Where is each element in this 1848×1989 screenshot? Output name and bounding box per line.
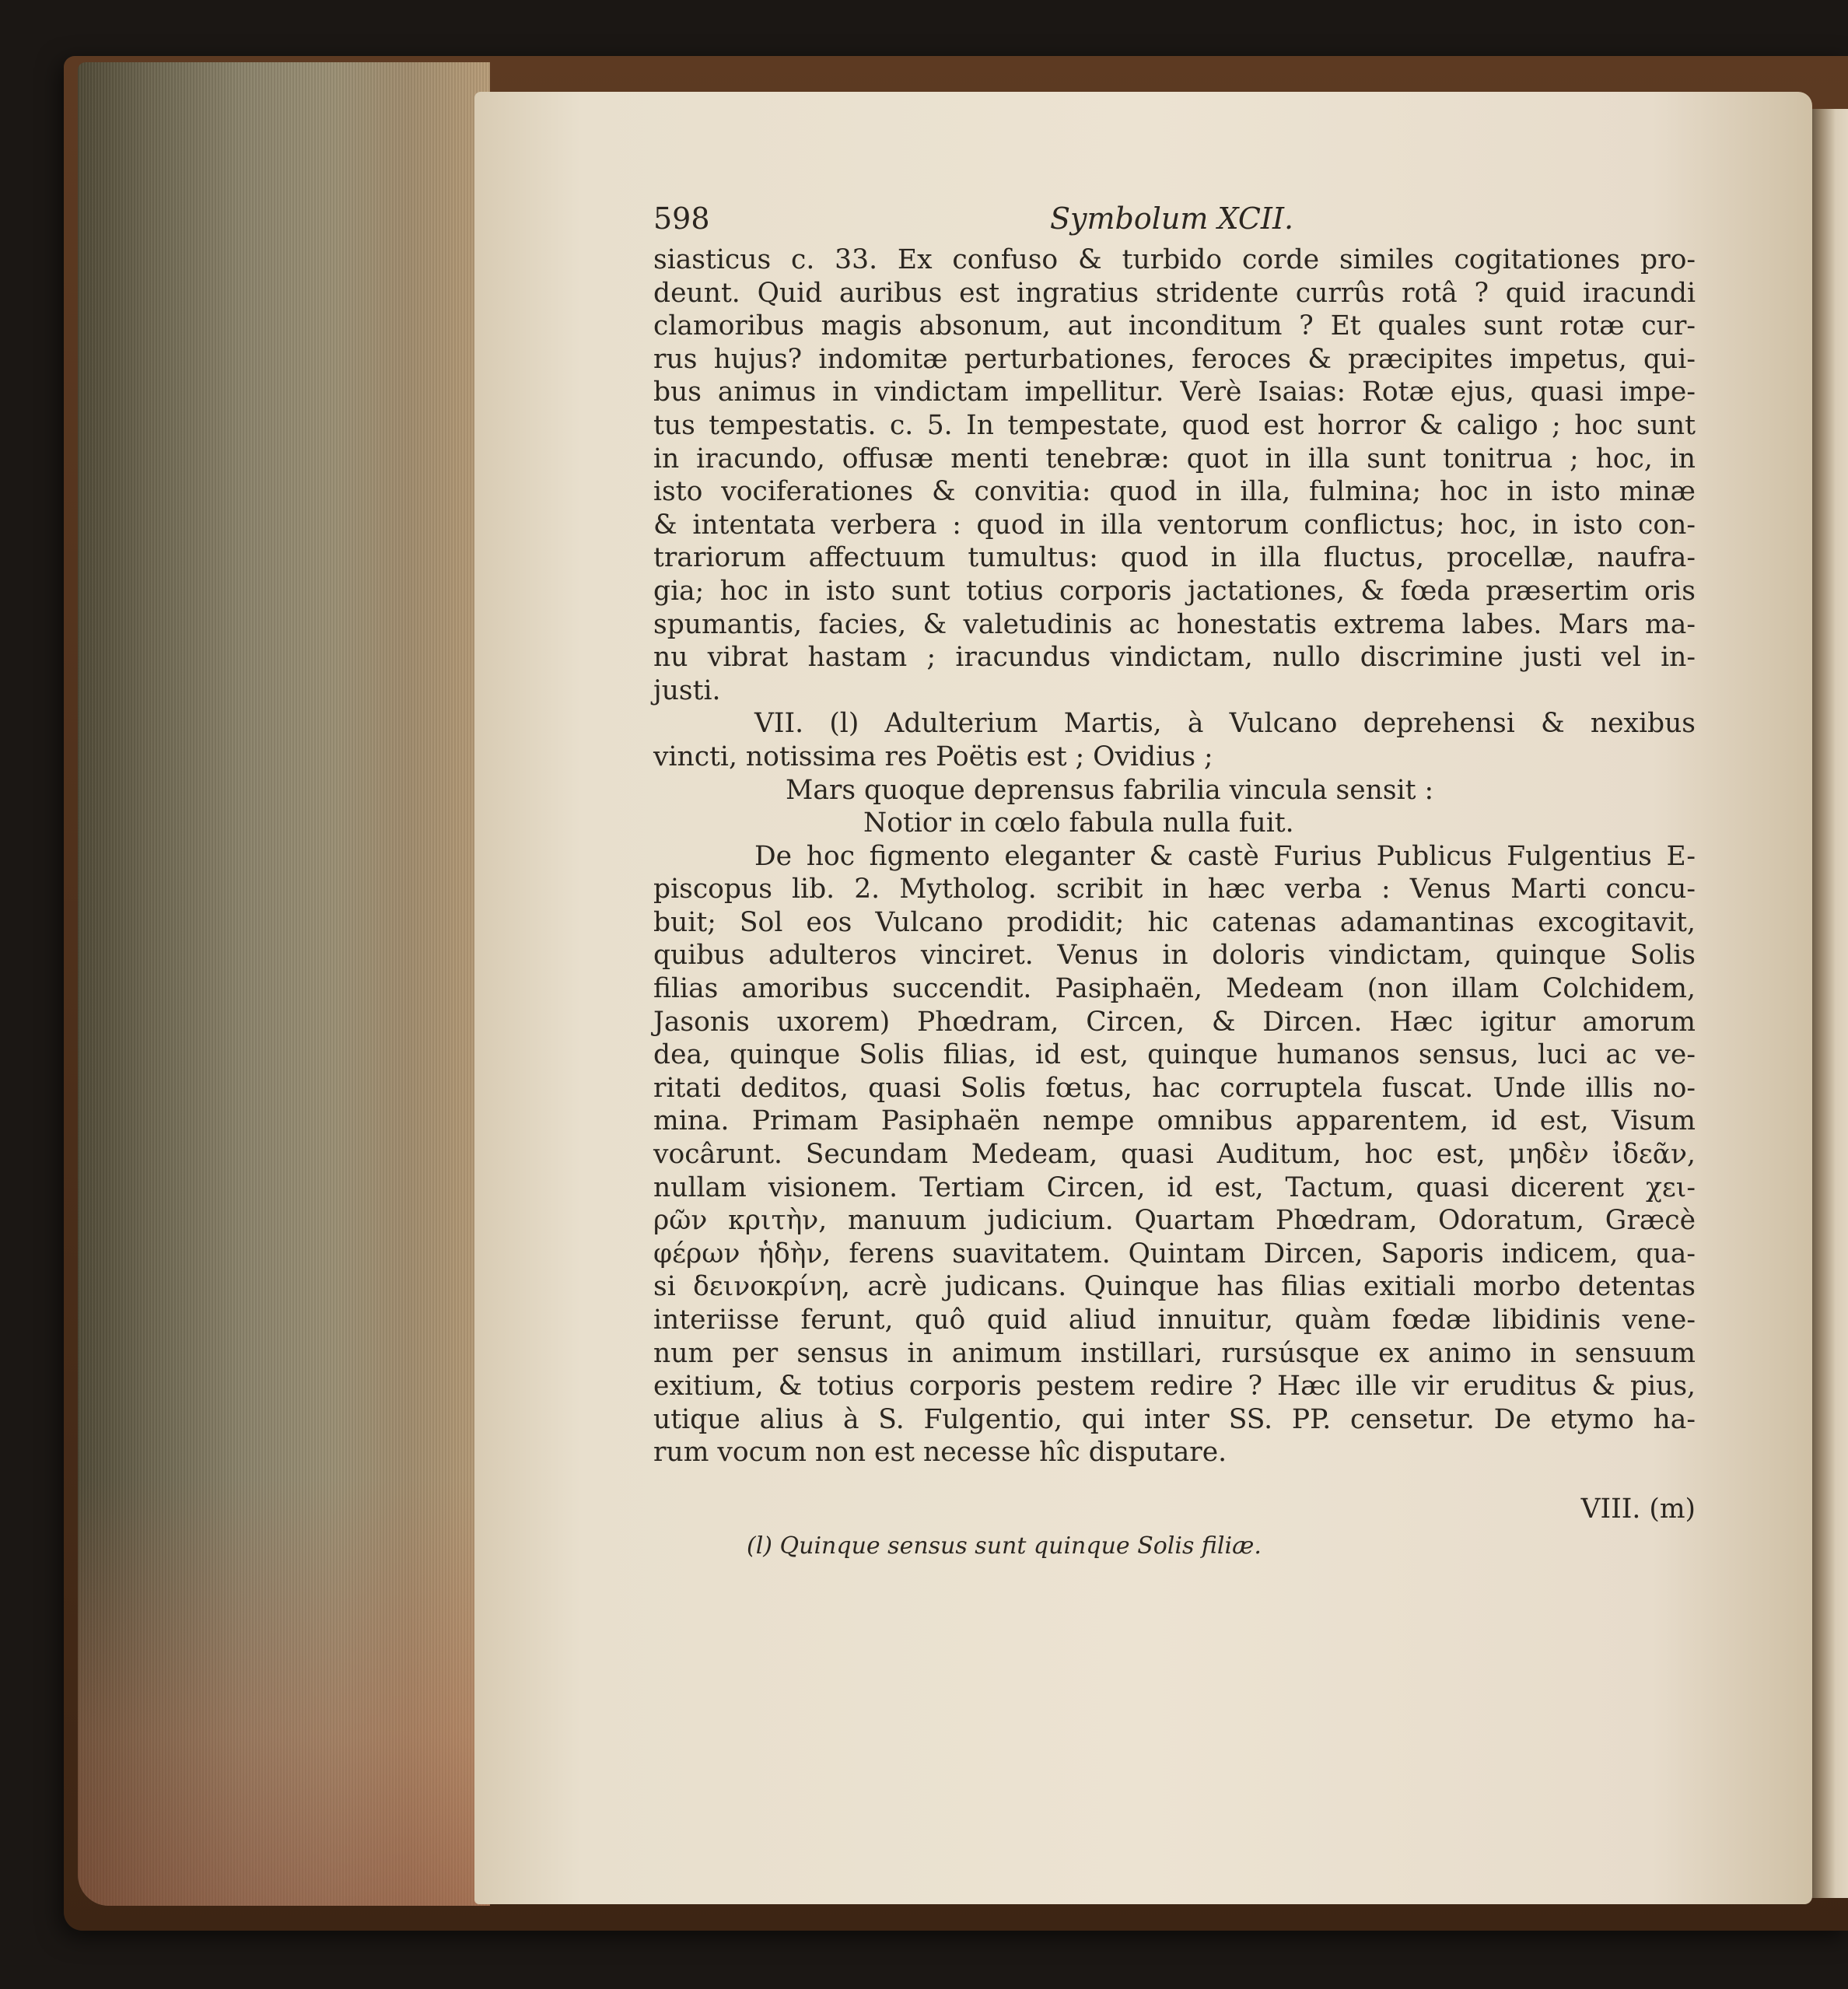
text-line: clamoribus magis absonum, aut inconditum ? Et quales sunt rotæ cur- bbox=[653, 310, 1696, 342]
text-line: buit; Sol eos Vulcano prodidit; hic catenas adamantinas excogitavit, bbox=[653, 906, 1696, 938]
text-line: filias amoribus succendit. Pasiphaën, Medeam (non illam Colchidem, bbox=[653, 973, 1696, 1005]
section-vii bbox=[653, 710, 1696, 776]
text-line: dea, quinque Solis filias, id est, quinque humanos sensus, luci ac ve- bbox=[653, 1039, 1696, 1071]
text-line: φέρων ἡδὴν, ferens suavitatem. Quintam Dircen, Saporis indicem, qua- bbox=[653, 1238, 1696, 1269]
body-paragraph-1 bbox=[653, 244, 1696, 710]
text-line: deunt. Quid auribus est ingratius stridente currûs rotâ ? quid iracundi bbox=[653, 277, 1696, 309]
text-line: ρῶν κριτὴν, manuum judicium. Quartam Phœdram, Odoratum, Græcè bbox=[653, 1205, 1696, 1237]
verse-line: Notior in cœlo fabula nulla fuit. bbox=[863, 807, 1294, 839]
text-line: vincti, notissima res Poëtis est ; Ovidius ; bbox=[653, 741, 1213, 772]
page-number: 598 bbox=[653, 201, 710, 236]
text-line: gia; hoc in isto sunt totius corporis jactationes, & fœda præsertim oris bbox=[653, 575, 1696, 607]
page-header bbox=[653, 201, 1696, 243]
body-paragraph-2 bbox=[653, 840, 1696, 1472]
text-line: utique alius à S. Fulgentio, qui inter SS. PP. censetur. De etymo ha- bbox=[653, 1403, 1696, 1435]
text-line: si δεινοκρίνη, acrè judicans. Quinque has filias exitiali morbo detentas bbox=[653, 1271, 1696, 1303]
text-line: bus animus in vindictam impellitur. Verè Isaias: Rotæ ejus, quasi impe- bbox=[653, 376, 1696, 408]
text-line: trariorum affectuum tumultus: quod in illa fluctus, procellæ, naufra- bbox=[653, 542, 1696, 574]
text-line: Jasonis uxorem) Phœdram, Circen, & Dircen. Hæc igitur amorum bbox=[653, 1006, 1696, 1038]
text-line: num per sensus in animum instillari, rursúsque ex animo in sensuum bbox=[653, 1337, 1696, 1369]
text-line: nullam visionem. Tertiam Circen, id est, Tactum, quasi dicerent χει- bbox=[653, 1171, 1696, 1203]
text-line: mina. Primam Pasiphaën nempe omnibus apparentem, id est, Visum bbox=[653, 1105, 1696, 1137]
text-line: interiisse ferunt, quô quid aliud innuitur, quàm fœdæ libidinis vene- bbox=[653, 1304, 1696, 1336]
text-line: vocârunt. Secundam Medeam, quasi Auditum, hoc est, μηδὲν ἰδεᾶν, bbox=[653, 1139, 1696, 1171]
text-line: in iracundo, offusæ menti tenebræ: quot in illa sunt tonitrua ; hoc, in bbox=[653, 443, 1696, 474]
text-line: exitium, & totius corporis pestem redire ? Hæc ille vir eruditus & pius, bbox=[653, 1371, 1696, 1402]
section-heading-line: VII. (l) Adulterium Martis, à Vulcano deprehensi & nexibus bbox=[754, 708, 1696, 740]
footnote: (l) Quinque sensus sunt quinque Solis filiæ. bbox=[747, 1532, 1262, 1560]
text-line: siasticus c. 33. Ex confuso & turbido corde similes cogitationes pro- bbox=[653, 244, 1696, 275]
text-line: ritati deditos, quasi Solis fœtus, hac corruptela fuscat. Unde illis no- bbox=[653, 1072, 1696, 1104]
page-block-edge-stain bbox=[78, 1478, 490, 1906]
text-line: isto vociferationes & convitia: quod in illa, fulmina; hoc in isto minæ bbox=[653, 476, 1696, 508]
running-head: Symbolum XCII. bbox=[1050, 201, 1294, 236]
verse-line: Mars quoque deprensus fabrilia vincula sensit : bbox=[786, 774, 1434, 806]
text-line: quibus adulteros vinciret. Venus in doloris vindictam, quinque Solis bbox=[653, 940, 1696, 972]
text-line: nu vibrat hastam ; iracundus vindictam, nullo discrimine justi vel in- bbox=[653, 642, 1696, 674]
page-text bbox=[653, 201, 1696, 1560]
text-line: piscopus lib. 2. Mytholog. scribit in hæc verba : Venus Marti concu- bbox=[653, 874, 1696, 905]
catchword: VIII. (m) bbox=[1580, 1493, 1696, 1525]
text-line: tus tempestatis. c. 5. In tempestate, quod est horror & caligo ; hoc sunt bbox=[653, 409, 1696, 441]
text-line: De hoc figmento eleganter & castè Furius Publicus Fulgentius E- bbox=[754, 840, 1696, 872]
text-line: spumantis, facies, & valetudinis ac honestatis extrema labes. Mars ma- bbox=[653, 608, 1696, 640]
text-line: & intentata verbera : quod in illa ventorum conflictus; hoc, in isto con- bbox=[653, 509, 1696, 541]
text-line: rus hujus? indomitæ perturbationes, feroces & præcipites impetus, qui- bbox=[653, 343, 1696, 375]
text-line: rum vocum non est necesse hîc disputare. bbox=[653, 1437, 1227, 1469]
verse-quote bbox=[653, 774, 1696, 843]
text-line: justi. bbox=[653, 674, 721, 706]
